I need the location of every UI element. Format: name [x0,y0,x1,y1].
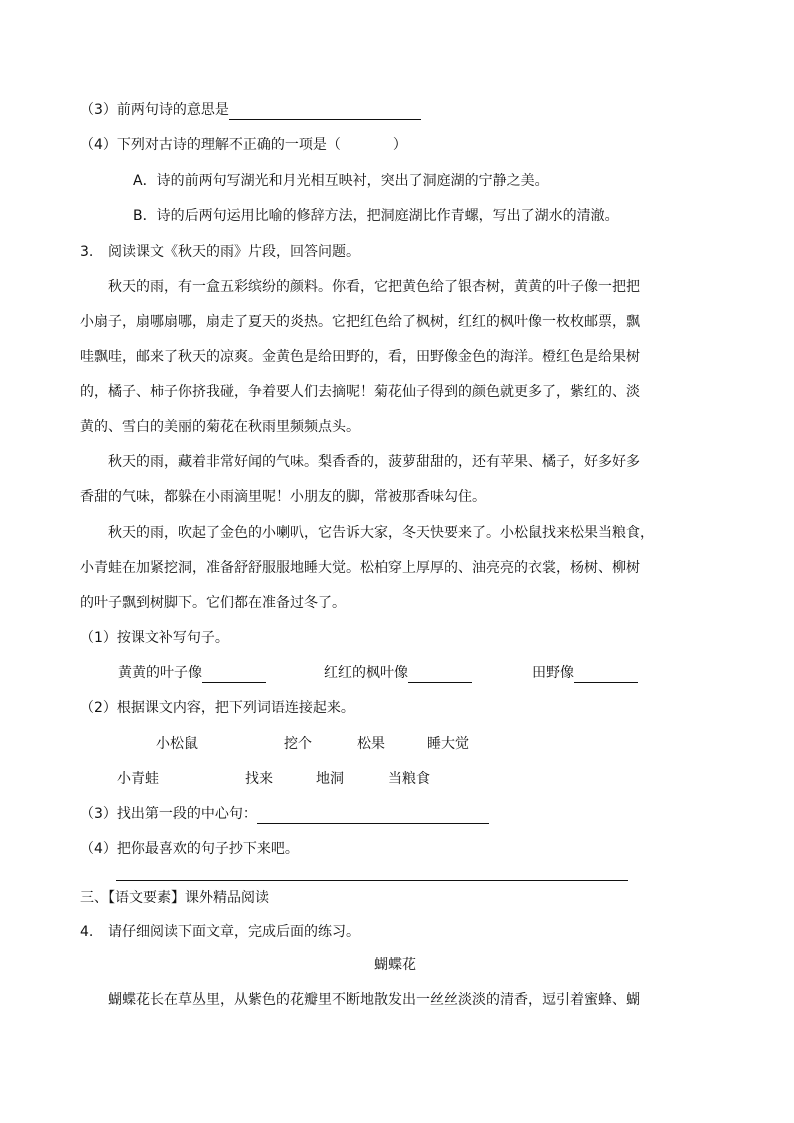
passage-line: 香甜的气味，都躲在小雨滴里呢！小朋友的脚，常被那香味勾住。 [80,489,486,505]
fill-blank[interactable] [202,666,266,683]
question-label: （3）找出第一段的中心句： [80,806,257,822]
match-word[interactable]: 当粮食 [388,771,430,787]
question-sub4-poem [80,135,407,155]
answer-blank[interactable] [229,103,421,120]
fill-blank[interactable] [408,666,472,683]
fill-item [324,663,472,683]
passage-line: 小扇子，扇哪扇哪，扇走了夏天的炎热。它把红色给了枫树，红红的枫叶像一枚枚邮票，飘 [80,314,640,330]
sub1-label: （1）按课文补写句子。 [80,630,229,646]
option-b: B．诗的后两句运用比喻的修辞方法，把洞庭湖比作青螺，写出了湖水的清澈。 [133,208,619,224]
passage-line: 小青蛙在加紧挖洞，准备舒舒服服地睡大觉。松柏穿上厚厚的、油亮亮的衣裳，杨树、柳树 [80,560,640,576]
question-4-header [80,922,360,942]
fill-item-label: 黄黄的叶子像 [118,665,202,681]
match-word[interactable]: 找来 [245,771,273,787]
article-title: 蝴蝶花 [374,957,416,973]
fill-blank[interactable] [574,666,638,683]
passage-line: 哇飘哇，邮来了秋天的凉爽。金黄色是给田野的，看，田野像金色的海洋。橙红色是给果树 [80,349,640,365]
passage-line: 秋天的雨，吹起了金色的小喇叭，它告诉大家，冬天快要来了。小松鼠找来松果当粮食， [108,525,654,541]
question-text: 阅读课文《秋天的雨》片段，回答问题。 [108,244,360,260]
match-word[interactable]: 小青蛙 [117,771,159,787]
question-close: ） [392,137,407,153]
answer-line[interactable] [116,880,628,881]
question-sub3-poem [80,100,421,120]
match-word[interactable]: 小松鼠 [156,736,198,752]
fill-item [118,663,266,683]
question-label: （4）下列对古诗的理解不正确的一项是（ [80,137,341,153]
match-word[interactable]: 松果 [357,736,385,752]
option-a: A．诗的前两句写湖光和月光相互映衬，突出了洞庭湖的宁静之美。 [133,173,549,189]
sub4-label: （4）把你最喜欢的句子抄下来吧。 [80,841,299,857]
question-number: 4. [80,924,94,940]
sub2-label: （2）根据课文内容，把下列词语连接起来。 [80,700,355,716]
sub3-question [80,804,489,824]
match-word[interactable]: 挖个 [284,736,312,752]
question-label: （3）前两句诗的意思是 [80,102,229,118]
question-3-header [80,242,360,262]
passage-line: 秋天的雨，藏着非常好闻的气味。梨香香的，菠萝甜甜的，还有苹果、橘子，好多好多 [108,454,640,470]
fill-item-label: 红红的枫叶像 [324,665,408,681]
passage-line: 的，橘子、柿子你挤我碰，争着要人们去摘呢！菊花仙子得到的颜色就更多了，紫红的、淡 [80,384,640,400]
section-title: 三、【语文要素】课外精品阅读 [80,890,269,906]
question-number: 3. [80,244,94,260]
fill-item-label: 田野像 [532,665,574,681]
match-word[interactable]: 睡大觉 [427,736,469,752]
question-text: 请仔细阅读下面文章，完成后面的练习。 [108,924,360,940]
fill-item [532,663,638,683]
match-word[interactable]: 地洞 [316,771,344,787]
passage-line: 秋天的雨，有一盒五彩缤纷的颜料。你看，它把黄色给了银杏树，黄黄的叶子像一把把 [108,279,640,295]
choice-blank[interactable] [341,139,393,155]
passage-line: 的叶子飘到树脚下。它们都在准备过冬了。 [80,595,346,611]
answer-blank[interactable] [257,807,489,824]
article-line: 蝴蝶花长在草丛里，从紫色的花瓣里不断地散发出一丝丝淡淡的清香，逗引着蜜蜂、蝴 [108,992,640,1008]
passage-line: 黄的、雪白的美丽的菊花在秋雨里频频点头。 [80,419,360,435]
